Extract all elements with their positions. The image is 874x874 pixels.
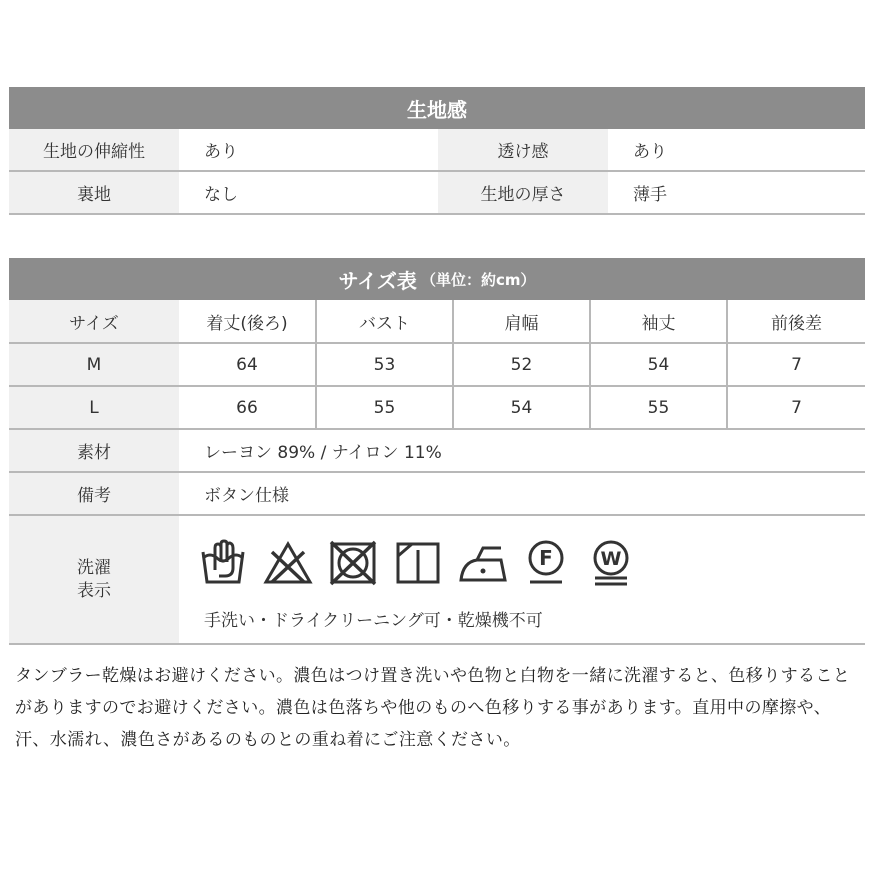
- size-value: 55: [317, 387, 454, 428]
- care-label-line1: 洗濯: [77, 557, 111, 578]
- sheer-label: 透け感: [438, 129, 608, 170]
- size-value: 52: [454, 344, 591, 385]
- size-header-length: 着丈(後ろ): [179, 300, 317, 342]
- lining-value: なし: [179, 172, 438, 213]
- thickness-value: 薄手: [608, 172, 865, 213]
- remarks-row: [9, 473, 865, 516]
- size-value: 55: [591, 387, 728, 428]
- care-letter-f: F: [539, 546, 553, 570]
- remarks-label: 備考: [9, 473, 179, 514]
- dry-clean-f-icon: [522, 538, 587, 590]
- size-value: 54: [454, 387, 591, 428]
- size-unit-text: （単位：約cm）: [420, 270, 536, 289]
- iron-low-icon: [457, 538, 522, 590]
- size-value: 64: [179, 344, 317, 385]
- line-dry-shade-icon: [392, 538, 457, 590]
- size-table: [9, 300, 865, 645]
- thickness-label: 生地の厚さ: [438, 172, 608, 213]
- size-row-m: [9, 344, 865, 387]
- care-letter-w: W: [600, 548, 622, 570]
- size-title-text: サイズ表: [338, 268, 417, 293]
- material-value: レーヨン 89% / ナイロン 11%: [179, 430, 865, 471]
- fabric-row-2: [9, 172, 865, 215]
- size-value: 66: [179, 387, 317, 428]
- sheer-value: あり: [608, 129, 865, 170]
- size-value: 53: [317, 344, 454, 385]
- hand-wash-icon: [197, 538, 262, 590]
- remarks-value: ボタン仕様: [179, 473, 865, 514]
- size-header-row: [9, 300, 865, 344]
- size-header-sleeve: 袖丈: [591, 300, 728, 342]
- size-name: M: [9, 344, 179, 385]
- no-tumble-dry-icon: [327, 538, 392, 590]
- material-label: 素材: [9, 430, 179, 471]
- size-value: 7: [791, 397, 802, 418]
- size-value: 54: [591, 344, 728, 385]
- fabric-row-1: [9, 129, 865, 172]
- size-header-shoulder: 肩幅: [454, 300, 591, 342]
- fabric-title-text: 生地感: [407, 97, 467, 122]
- size-value: 7: [791, 354, 802, 375]
- lining-label: 裏地: [9, 172, 179, 213]
- size-name: L: [9, 387, 179, 428]
- care-icon-group: [197, 538, 652, 590]
- size-header-front-back-diff: 前後差: [771, 313, 822, 334]
- fabric-table: [9, 129, 865, 215]
- material-row: [9, 430, 865, 473]
- fabric-section-title: [9, 87, 865, 129]
- stretch-label: 生地の伸縮性: [9, 129, 179, 170]
- wet-clean-w-icon: [587, 538, 652, 590]
- size-header-bust: バスト: [317, 300, 454, 342]
- size-row-l: [9, 387, 865, 430]
- care-label: [9, 516, 179, 643]
- no-bleach-icon: [262, 538, 327, 590]
- care-label-line2: 表示: [77, 580, 111, 601]
- size-header-size: サイズ: [9, 300, 179, 342]
- stretch-value: あり: [179, 129, 438, 170]
- size-section-title: [9, 258, 865, 300]
- care-text: 手洗い・ドライクリーニング可・乾燥機不可: [204, 611, 543, 631]
- care-notice-text: タンブラー乾燥はお避けください。濃色はつけ置き洗いや色物と白物を一緒に洗濯すると、色移りすることがありますのでお避けください。濃色は色落ちや他のものへ色移りする事があります。直用中の摩擦や、汗、水濡れ、濃色さがあるのものとの重ね着にご注意ください。: [15, 666, 851, 750]
